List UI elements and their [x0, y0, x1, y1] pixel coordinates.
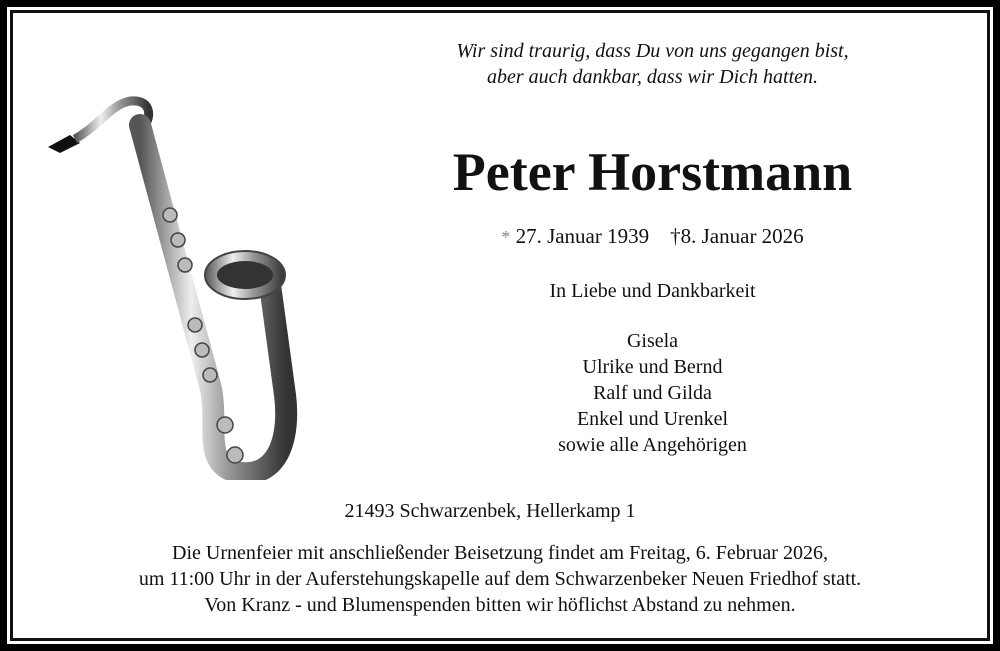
death-symbol: † [670, 224, 681, 248]
deceased-name: Peter Horstmann [452, 142, 853, 202]
info-line: Die Urnenfeier mit anschließender Beisetzung findet am Freitag, 6. Februar 2026, [172, 542, 828, 564]
family-member: Ralf und Gilda [593, 382, 712, 404]
saxophone-image [40, 95, 300, 480]
quote [400, 38, 905, 90]
dedication: In Liebe und Dankbarkeit [549, 280, 756, 302]
death-date: 8. Januar 2026 [680, 224, 804, 248]
funeral-info [20, 540, 980, 618]
family-member: Gisela [626, 330, 679, 352]
quote-line: aber auch dankbar, dass wir Dich hatten. [486, 66, 819, 88]
address: 21493 Schwarzenbek, Hellerkamp 1 [344, 500, 636, 522]
life-dates [400, 224, 905, 249]
family-member: Enkel und Urenkel [576, 408, 729, 430]
birth-symbol: * [501, 227, 511, 247]
info-line: Von Kranz - und Blumenspenden bitten wir höflichst Abstand zu nehmen. [204, 594, 796, 616]
info-line: um 11:00 Uhr in der Auferstehungskapelle auf dem Schwarzenbeker Neuen Friedhof statt. [138, 568, 862, 590]
family-member: Ulrike und Bernd [582, 356, 723, 378]
quote-line: Wir sind traurig, dass Du von uns gegangen bist, [456, 40, 849, 62]
family-member: sowie alle Angehörigen [558, 434, 747, 456]
birth-date: 27. Januar 1939 [515, 224, 650, 248]
family-list [400, 328, 905, 458]
